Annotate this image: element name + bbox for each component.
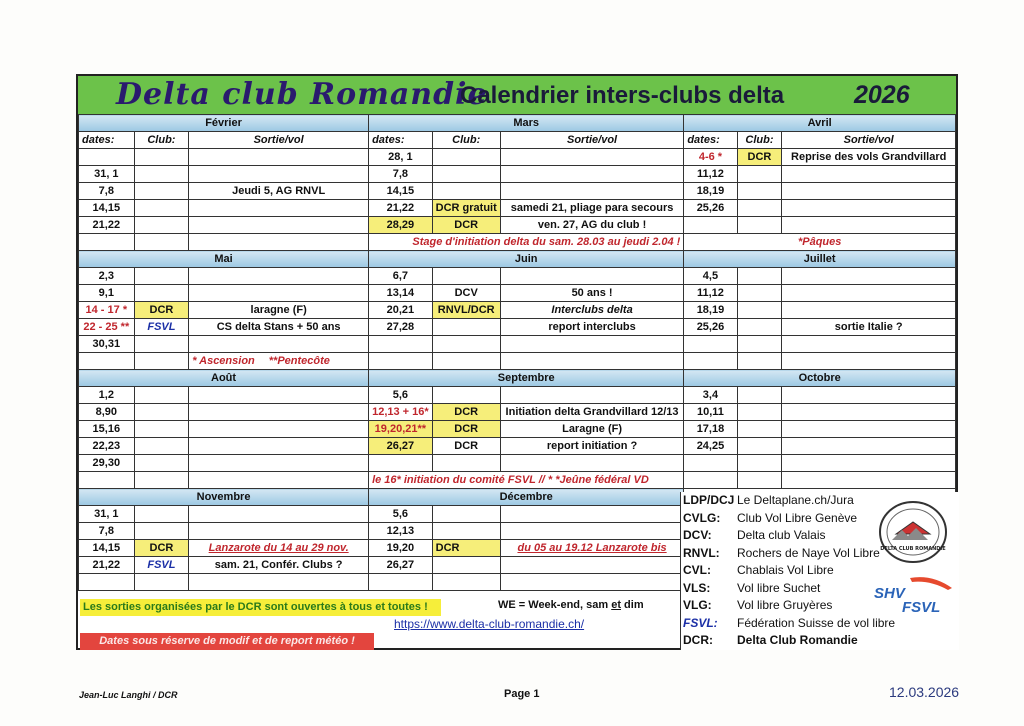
calendar-cell: 50 ans !: [500, 285, 684, 302]
club-seal-logo: [878, 500, 948, 564]
calendar-cell: [737, 166, 782, 183]
calendar-sheet: [76, 74, 958, 650]
fsvl-text: FSVL: [902, 599, 941, 614]
calendar-cell: [782, 336, 956, 353]
calendar-cell: [684, 336, 737, 353]
calendar-cell: 10,11: [684, 404, 737, 421]
table-cell: [782, 472, 956, 489]
calendar-cell: DCR: [134, 302, 189, 319]
calendar-cell: 3,4: [684, 387, 737, 404]
calendar-cell: [737, 404, 782, 421]
calendar-cell: [432, 336, 500, 353]
footer-date: 12.03.2026: [889, 684, 960, 700]
calendar-cell: [500, 166, 684, 183]
calendar-cell: [134, 268, 189, 285]
reserve-note: Dates sous réserve de modif et de report météo !: [80, 633, 374, 650]
calendar-cell: 29,30: [79, 455, 135, 472]
stage-note: Stage d'initiation delta du sam. 28.03 au jeudi 2.04 !: [369, 234, 684, 251]
calendar-cell: [432, 455, 500, 472]
calendar-cell: [134, 166, 189, 183]
legend-name: Club Vol Libre Genève: [737, 510, 858, 525]
calendar-cell: [432, 166, 500, 183]
calendar-cell: [134, 438, 189, 455]
table-cell: [134, 353, 189, 370]
calendar-cell: Lanzarote du 14 au 29 nov.: [189, 540, 369, 557]
calendar-cell: [737, 200, 782, 217]
calendar-cell: [737, 455, 782, 472]
calendar-cell: [782, 455, 956, 472]
calendar-cell: 8,90: [79, 404, 135, 421]
legend-name: Vol libre Suchet: [737, 580, 821, 595]
calendar-cell: [782, 438, 956, 455]
table-cell: [134, 574, 189, 591]
calendar-cell: 12,13: [369, 523, 433, 540]
calendar-cell: [134, 183, 189, 200]
calendar-row: [79, 149, 956, 166]
calendar-cell: 22 - 25 **: [79, 319, 135, 336]
calendar-cell: [737, 319, 782, 336]
calendar-cell: [500, 336, 684, 353]
calendar-cell: 28, 1: [369, 149, 433, 166]
calendar-cell: [737, 336, 782, 353]
calendar-cell: 24,25: [684, 438, 737, 455]
calendar-cell: DCR: [134, 540, 189, 557]
calendar-cell: DCV: [432, 285, 500, 302]
calendar-cell: Interclubs delta: [500, 302, 684, 319]
table-cell: [189, 234, 369, 251]
table-cell: [500, 353, 684, 370]
club-header: Club:: [737, 132, 782, 149]
calendar-cell: [189, 217, 369, 234]
calendar-cell: 20,21: [369, 302, 433, 319]
calendar-row: [79, 200, 956, 217]
calendar-cell: 4-6 *: [684, 149, 737, 166]
calendar-cell: [134, 506, 189, 523]
calendar-cell: [737, 285, 782, 302]
month-header-novembre: Novembre: [79, 489, 369, 506]
calendar-cell: 26,27: [369, 438, 433, 455]
legend-item: [681, 632, 959, 650]
calendar-row: [79, 285, 956, 302]
calendar-cell: [134, 217, 189, 234]
note-row: [79, 234, 956, 251]
calendar-cell: du 05 au 19.12 Lanzarote bis: [500, 540, 684, 557]
calendar-cell: [782, 387, 956, 404]
table-cell: [79, 472, 135, 489]
calendar-cell: 21,22: [79, 557, 135, 574]
table-cell: [500, 574, 684, 591]
calendar-cell: [782, 217, 956, 234]
month-header-juin: Juin: [369, 251, 684, 268]
calendar-cell: [189, 336, 369, 353]
calendar-cell: 25,26: [684, 200, 737, 217]
calendar-cell: [134, 421, 189, 438]
calendar-cell: [500, 557, 684, 574]
calendar-row: [79, 336, 956, 353]
calendar-cell: [737, 438, 782, 455]
calendar-cell: 27,28: [369, 319, 433, 336]
table-cell: [134, 472, 189, 489]
calendar-cell: 18,19: [684, 302, 737, 319]
month-header-row: [79, 115, 956, 132]
dates-header: dates:: [369, 132, 433, 149]
weekend-note: WE = Week-end, sam et dim: [498, 599, 644, 611]
calendar-cell: DCR: [432, 404, 500, 421]
calendar-row: [79, 302, 956, 319]
calendar-cell: [737, 217, 782, 234]
calendar-cell: [432, 387, 500, 404]
footer-page: Page 1: [504, 688, 540, 700]
calendar-cell: DCR: [432, 438, 500, 455]
calendar-cell: [189, 149, 369, 166]
calendar-cell: [369, 336, 433, 353]
calendar-cell: FSVL: [134, 319, 189, 336]
legend-code: FSVL:: [683, 615, 718, 630]
calendar-cell: [134, 523, 189, 540]
calendar-cell: sam. 21, Confér. Clubs ?: [189, 557, 369, 574]
calendar-cell: [189, 200, 369, 217]
legend-code: CVL:: [683, 563, 711, 577]
calendar-cell: [684, 455, 737, 472]
ascension-note: * Ascension: [192, 355, 255, 367]
calendar-cell: [189, 387, 369, 404]
calendar-cell: 12,13 + 16*: [369, 404, 433, 421]
calendar-cell: [684, 217, 737, 234]
calendar-cell: [432, 183, 500, 200]
calendar-cell: [432, 557, 500, 574]
legend-code: CVLG:: [683, 510, 721, 525]
open-to-all-note: Les sorties organisées par le DCR sont ouvertes à tous et toutes !: [80, 599, 441, 616]
calendar-cell: [782, 421, 956, 438]
legend-name: Vol libre Gruyères: [737, 598, 833, 612]
month-header-row: [79, 251, 956, 268]
club-title: Delta club Romandie: [116, 77, 488, 112]
table-cell: [432, 574, 500, 591]
calendar-cell: [189, 506, 369, 523]
calendar-cell: 14,15: [79, 200, 135, 217]
calendar-cell: [189, 285, 369, 302]
calendar-cell: [500, 149, 684, 166]
sortie-header: Sortie/vol: [500, 132, 684, 149]
table-cell: [737, 353, 782, 370]
calendar-cell: [432, 149, 500, 166]
table-cell: [189, 472, 369, 489]
calendar-row: [79, 217, 956, 234]
calendar-cell: 6,7: [369, 268, 433, 285]
calendar-cell: [500, 183, 684, 200]
calendar-cell: [782, 404, 956, 421]
footer-author: Jean-Luc Langhi / DCR: [79, 690, 178, 700]
calendar-cell: [134, 200, 189, 217]
calendar-cell: [500, 455, 684, 472]
legend-name: Rochers de Naye Vol Libre: [737, 545, 880, 560]
club-header: Club:: [134, 132, 189, 149]
calendar-cell: [782, 302, 956, 319]
table-cell: [79, 353, 135, 370]
calendar-row: [79, 421, 956, 438]
calendar-cell: DCR: [432, 540, 500, 557]
calendar-cell: 14 - 17 *: [79, 302, 135, 319]
shv-fsvl-logo: [872, 574, 956, 614]
calendar-cell: 19,20,21**: [369, 421, 433, 438]
calendar-cell: FSVL: [134, 557, 189, 574]
calendar-cell: [79, 149, 135, 166]
calendar-cell: [782, 200, 956, 217]
pentecote-note: **Pentecôte: [268, 355, 330, 367]
calendar-cell: [782, 183, 956, 200]
month-header-avril: Avril: [684, 115, 956, 132]
holiday-note: [189, 353, 369, 370]
calendar-cell: 25,26: [684, 319, 737, 336]
legend-name: Delta Club Romandie: [737, 633, 858, 647]
calendar-cell: CS delta Stans + 50 ans: [189, 319, 369, 336]
month-header-decembre: Décembre: [369, 489, 684, 506]
calendar-cell: [737, 268, 782, 285]
calendar-cell: [189, 166, 369, 183]
calendar-cell: [737, 421, 782, 438]
calendar-cell: samedi 21, pliage para secours: [500, 200, 684, 217]
calendar-cell: 2,3: [79, 268, 135, 285]
calendar-cell: 7,8: [79, 183, 135, 200]
calendar-cell: 7,8: [79, 523, 135, 540]
calendar-cell: 14,15: [369, 183, 433, 200]
calendar-cell: 17,18: [684, 421, 737, 438]
calendar-cell: [432, 506, 500, 523]
calendar-cell: 13,14: [369, 285, 433, 302]
calendar-row: [79, 387, 956, 404]
calendar-cell: Reprise des vols Grandvillard: [782, 149, 956, 166]
september-note: le 16* initiation du comité FSVL // * *Jeûne fédéral VD: [369, 472, 684, 489]
table-cell: [79, 234, 135, 251]
calendar-cell: 26,27: [369, 557, 433, 574]
calendar-cell: report interclubs: [500, 319, 684, 336]
calendar-cell: [189, 455, 369, 472]
calendar-cell: [134, 387, 189, 404]
legend-name: Fédération Suisse de vol libre: [737, 615, 896, 630]
calendar-cell: 1,2: [79, 387, 135, 404]
legend-code: DCV:: [683, 528, 712, 542]
calendar-cell: 18,19: [684, 183, 737, 200]
table-cell: [369, 353, 433, 370]
calendar-row: [79, 455, 956, 472]
month-header-aout: Août: [79, 370, 369, 387]
calendar-cell: DCR gratuit: [432, 200, 500, 217]
table-cell: [737, 472, 782, 489]
calendar-cell: [737, 183, 782, 200]
table-cell: [189, 574, 369, 591]
month-header-juillet: Juillet: [684, 251, 956, 268]
calendar-cell: [432, 523, 500, 540]
calendar-cell: 4,5: [684, 268, 737, 285]
website-link[interactable]: https://www.delta-club-romandie.ch/: [394, 617, 585, 631]
legend-code: VLG:: [683, 598, 712, 612]
sortie-header: Sortie/vol: [189, 132, 369, 149]
calendar-cell: DCR: [432, 217, 500, 234]
calendar-cell: laragne (F): [189, 302, 369, 319]
calendar-cell: RNVL/DCR: [432, 302, 500, 319]
calendar-cell: 7,8: [369, 166, 433, 183]
calendar-cell: Laragne (F): [500, 421, 684, 438]
paques-note: *Pâques: [684, 234, 956, 251]
dates-header: dates:: [79, 132, 135, 149]
calendar-cell: 21,22: [79, 217, 135, 234]
calendar-cell: 9,1: [79, 285, 135, 302]
calendar-cell: Jeudi 5, AG RNVL: [189, 183, 369, 200]
table-cell: [684, 472, 737, 489]
calendar-cell: [500, 268, 684, 285]
calendar-cell: 15,16: [79, 421, 135, 438]
calendar-cell: 11,12: [684, 166, 737, 183]
calendar-cell: [134, 455, 189, 472]
calendar-cell: 14,15: [79, 540, 135, 557]
calendar-cell: [369, 455, 433, 472]
title-bar: [78, 76, 956, 116]
calendar-row: [79, 319, 956, 336]
calendar-cell: [189, 523, 369, 540]
calendar-cell: DCR: [737, 149, 782, 166]
calendar-cell: [782, 285, 956, 302]
calendar-cell: [134, 404, 189, 421]
legend-code: LDP/DCJ: [683, 493, 735, 507]
month-header-octobre: Octobre: [684, 370, 956, 387]
calendar-cell: DCR: [432, 421, 500, 438]
legend-item: [681, 615, 959, 633]
calendar-cell: 5,6: [369, 387, 433, 404]
calendar-cell: [189, 404, 369, 421]
table-cell: [684, 353, 737, 370]
calendar-cell: [432, 319, 500, 336]
calendar-cell: 21,22: [369, 200, 433, 217]
legend-name: Le Deltaplane.ch/Jura: [737, 493, 854, 507]
calendar-cell: [737, 387, 782, 404]
calendar-cell: [134, 285, 189, 302]
note-row: [79, 472, 956, 489]
calendar-cell: 19,20: [369, 540, 433, 557]
calendar-cell: [189, 268, 369, 285]
sortie-header: Sortie/vol: [782, 132, 956, 149]
calendar-cell: [189, 421, 369, 438]
calendar-cell: sortie Italie ?: [782, 319, 956, 336]
calendar-cell: Initiation delta Grandvillard 12/13: [500, 404, 684, 421]
month-header-septembre: Septembre: [369, 370, 684, 387]
month-header-mars: Mars: [369, 115, 684, 132]
calendar-cell: [134, 336, 189, 353]
legend-code: RNVL:: [683, 545, 720, 560]
calendar-cell: report initiation ?: [500, 438, 684, 455]
seal-text: DELTA CLUB ROMANDIE: [880, 546, 946, 552]
calendar-cell: 31, 1: [79, 166, 135, 183]
calendar-cell: 5,6: [369, 506, 433, 523]
month-header-row: [79, 370, 956, 387]
calendar-row: [79, 438, 956, 455]
month-header-fevrier: Février: [79, 115, 369, 132]
calendar-cell: 11,12: [684, 285, 737, 302]
table-cell: [369, 574, 433, 591]
shv-text: SHV: [874, 585, 905, 602]
note-row: [79, 353, 956, 370]
column-header-row: [79, 132, 956, 149]
table-cell: [432, 353, 500, 370]
calendar-cell: [782, 268, 956, 285]
calendar-cell: ven. 27, AG du club !: [500, 217, 684, 234]
legend-name: Chablais Vol Libre: [737, 563, 834, 577]
legend-code: DCR:: [683, 633, 713, 647]
calendar-cell: [189, 438, 369, 455]
table-cell: [782, 353, 956, 370]
table-cell: [79, 574, 135, 591]
legend-code: VLS:: [683, 580, 711, 595]
calendar-cell: 30,31: [79, 336, 135, 353]
calendar-cell: 22,23: [79, 438, 135, 455]
club-header: Club:: [432, 132, 500, 149]
calendar-title: Calendrier inters-clubs delta: [460, 82, 785, 109]
month-header-mai: Mai: [79, 251, 369, 268]
calendar-cell: [500, 387, 684, 404]
calendar-cell: 28,29: [369, 217, 433, 234]
calendar-cell: [432, 268, 500, 285]
calendar-row: [79, 268, 956, 285]
calendar-row: [79, 166, 956, 183]
calendar-cell: 31, 1: [79, 506, 135, 523]
legend-name: Delta club Valais: [737, 528, 826, 542]
calendar-year: 2026: [854, 81, 910, 109]
calendar-cell: [782, 166, 956, 183]
calendar-cell: [500, 506, 684, 523]
calendar-cell: [134, 149, 189, 166]
calendar-cell: [500, 523, 684, 540]
dates-header: dates:: [684, 132, 737, 149]
table-cell: [134, 234, 189, 251]
calendar-row: [79, 404, 956, 421]
calendar-cell: [737, 302, 782, 319]
calendar-row: [79, 183, 956, 200]
